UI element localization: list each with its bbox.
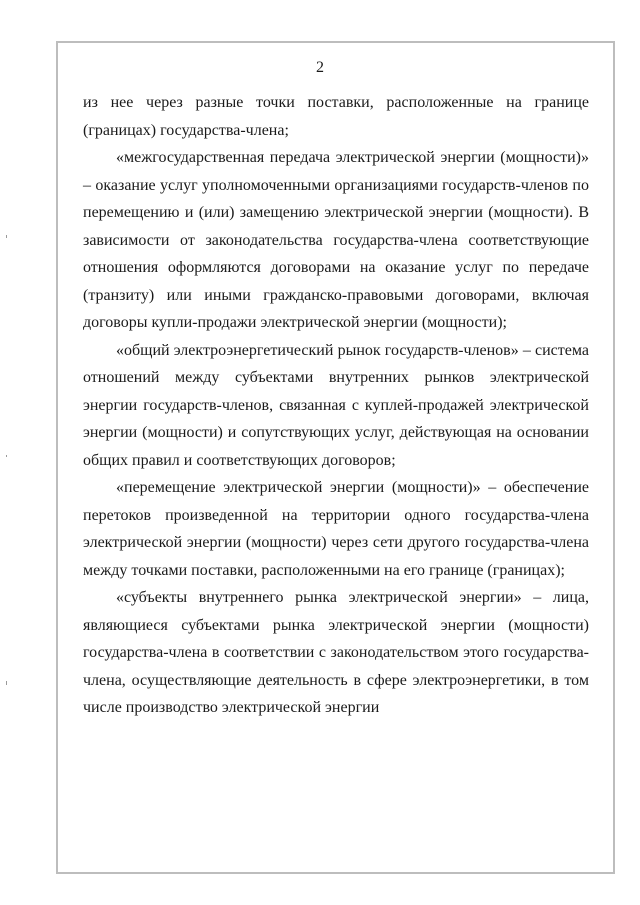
scan-artifact <box>6 235 7 238</box>
page-number: 2 <box>316 59 324 76</box>
definition-common-electricity-market: «общий электроэнергетический рынок государств-членов» – система отношений между субъектами внутренних рынков электрической энергии государств-членов, связанная с куплей-продажей электрической энергии (мощности) и сопутствующих услуг, действующая на основании общих правил и соответствующих договоров; <box>83 341 589 469</box>
document-body <box>83 89 589 722</box>
definition-interstate-transmission: «межгосударственная передача электрической энергии (мощности)» – оказание услуг уполномоченными организациями государств-членов по перемещению и (или) замещению электрической энергии (мощности). В зависимости от законодательства государства-члена соответствующие отношения оформляются договорами на оказание услуг по передаче (транзиту) или иными гражданско-правовыми договорами, включая договоры купли-продажи электрической энергии (мощности); <box>83 149 589 331</box>
definition-electricity-transfer: «перемещение электрической энергии (мощности)» – обеспечение перетоков произведенной на территории одного государства-члена электрической энергии (мощности) через сети другого государства-члена между точками поставки, расположенными на его границе (границах); <box>83 479 589 579</box>
definition-internal-market-entities: «субъекты внутреннего рынка электрической энергии» – лица, являющиеся субъектами рынка электрической энергии (мощности) государства-члена в соответствии с законодательством этого государства-члена, осуществляющие деятельность в сфере электроэнергетики, в том числе производство электрической энергии <box>83 589 589 716</box>
scan-artifact <box>6 681 7 685</box>
paragraph-continuation: из нее через разные точки поставки, расположенные на границе (границах) государства-члена; <box>83 94 589 139</box>
scan-artifact <box>6 455 7 457</box>
